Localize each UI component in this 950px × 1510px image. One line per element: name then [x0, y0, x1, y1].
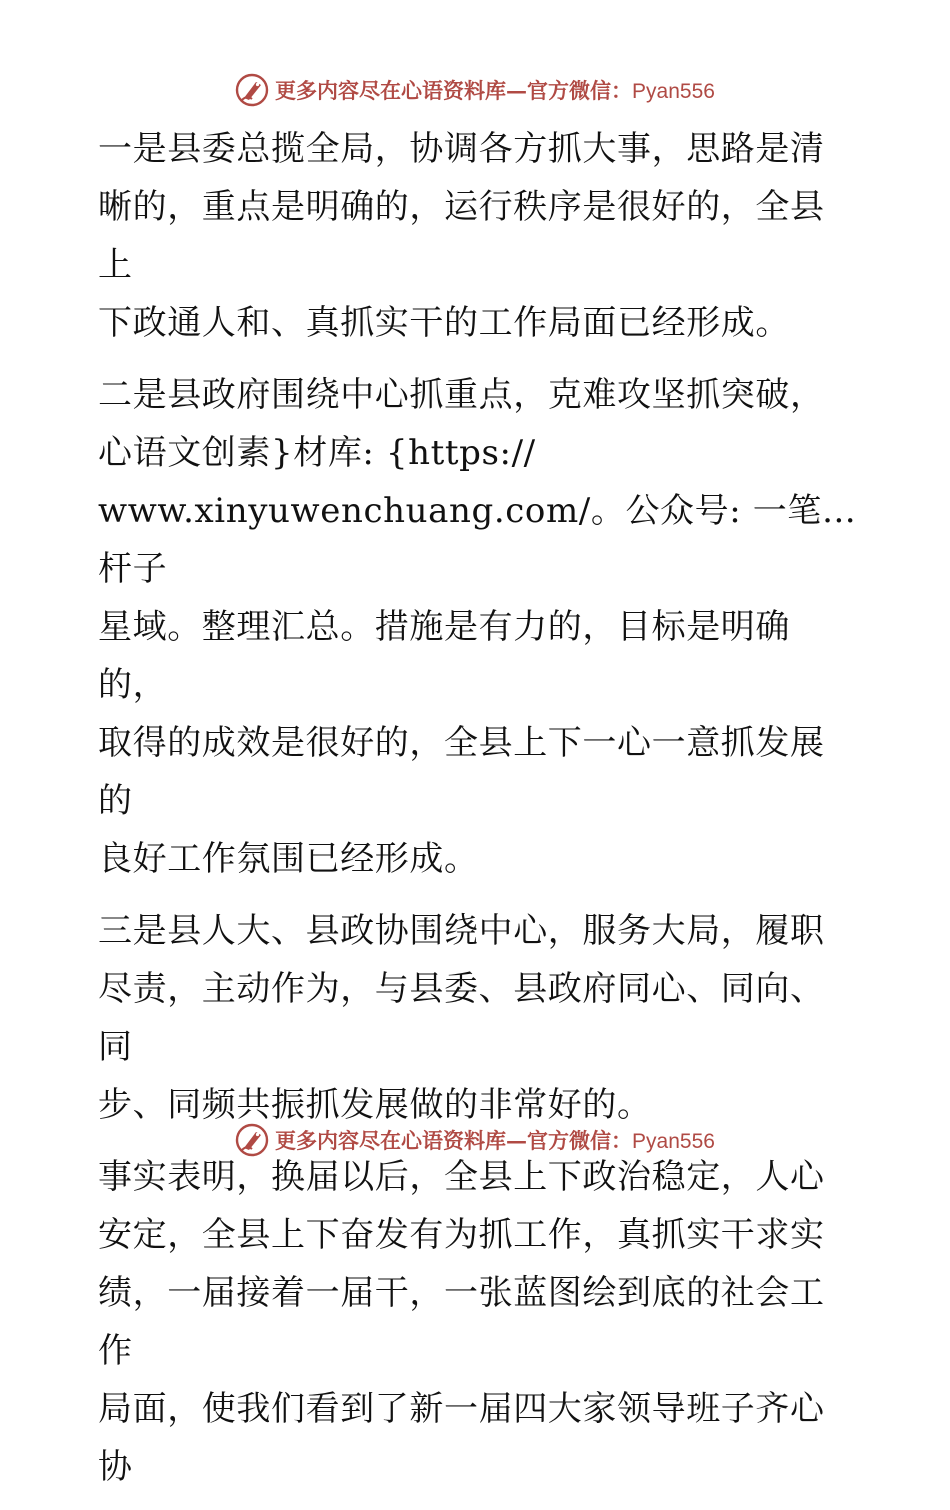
banner-title: 更多内容尽在心语资料库—官方微信： [275, 78, 633, 103]
header-banner [0, 70, 950, 110]
paragraph-4: 事实表明，换届以后，全县上下政治稳定，人心 安定，全县上下奋发有为抓工作，真抓实干求实 绩，一届接着一届干，一张蓝图绘到底的社会工作 局面，使我们看到了新一届四大家领导班子齐心协 [98, 1157, 825, 1487]
paragraph-3: 三是县人大、县政协围绕中心，服务大局，履职 尽责，主动作为，与县委、县政府同心、同向、同 步、同频共振抓发展做的非常好的。 [98, 911, 825, 1125]
paragraph-1: 一是县委总揽全局，协调各方抓大事，思路是清 晰的，重点是明确的，运行秩序是很好的，全县上 下政通人和、真抓实干的工作局面已经形成。 [98, 129, 825, 343]
banner-handle: Pyan556 [632, 1130, 715, 1153]
footer-banner [0, 1120, 950, 1160]
banner-handle: Pyan556 [632, 80, 715, 103]
banner-title: 更多内容尽在心语资料库—官方微信： [275, 1128, 633, 1153]
pen-nib-logo-icon [235, 73, 269, 107]
document-body [98, 120, 858, 1510]
paragraph-2: 二是县政府围绕中心抓重点，克难攻坚抓突破， 心语文创素}材库: {https:// www.xinyuwenchuang.com/。公众号: 一笔…杆子 星域。整理汇总。措施是有力的，目标是明确的， 取得的成效是很好的，全县上下一心一意抓发展的 良好工作氛围已经形成。 [98, 375, 857, 879]
pen-nib-logo-icon [235, 1123, 269, 1157]
